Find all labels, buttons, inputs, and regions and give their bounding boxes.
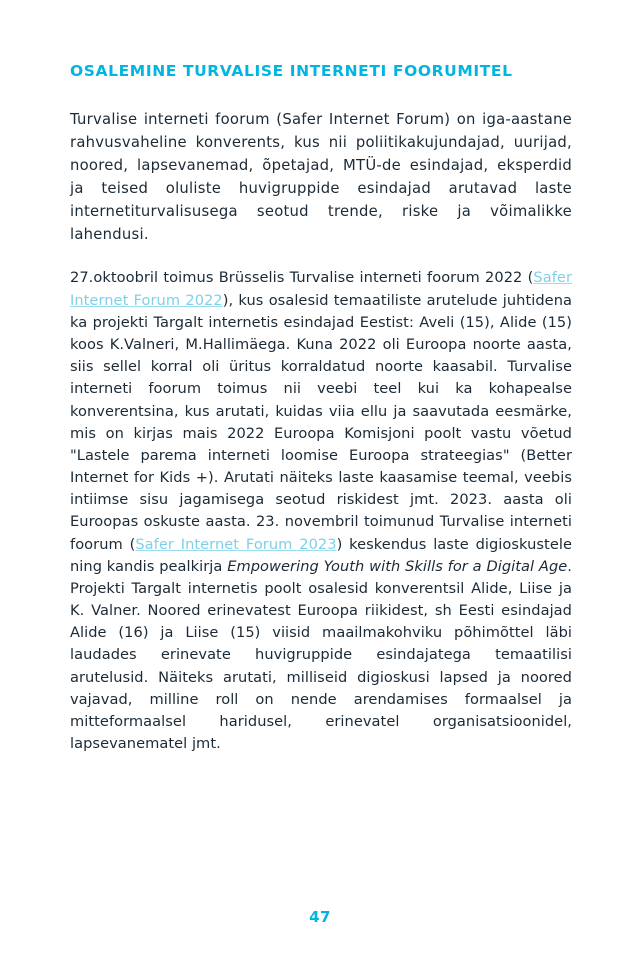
text-segment: ), kus osalesid temaatiliste arutelude juhtidena ka projekti Targalt internetis esindajad Eestist: Aveli (15), Alide (15) koos K.Valneri, M.Hallimäega. Kuna 2022 oli Euroopa noorte aasta, siis sellel korral oli üritus korraldatud noorte kaasabil. Turvalise interneti foorum toimus nii veebi teel kui ka kohapealse konverentsina, kus arutati, kuidas viia ellu ja saavutada eesmärke, mis on kirjas mais 2022 Euroopa Komisjoni poolt vastu võetud "Lastele parema interneti loomise Euroopa strateegias" (Better Internet for Kids +). Arutati näiteks laste kaasamise teemal, veebis intiimse sisu jagamisega seotud riskidest jmt. 2023. aasta oli Euroopas oskuste aasta. 23. novembril toimunud Turvalise interneti foorum ( [70,291,572,553]
page-number: 47 [309,908,331,926]
body-text-column [70,108,572,755]
link-safer-internet-forum-2022[interactable]: Safer Internet Forum 2022 [70,269,572,309]
paragraph-main [70,267,572,755]
title-italic: Empowering Youth with Skills for a Digital Age [227,557,568,575]
text-segment: . Projekti Targalt internetis poolt osalesid konverentsil Alide, Liise ja K. Valner. Noored erinevatest Euroopa riikidest, sh Eesti esindajad Alide (16) ja Liise (15) viisid maailmakohviku põhimõttel läbi laudades erinevate huvigruppide esindajatega temaatilisi arutelusid. Näiteks arutati, milliseid digioskusi lapsed ja noored vajavad, milline roll on nende arendamises formaalsel ja mitteformaalsel haridusel, erinevatel organisatsioonidel, lapsevanematel jmt. [70,557,572,753]
text-segment: 27.oktoobril toimus Brüsselis Turvalise interneti foorum 2022 ( [70,269,534,287]
paragraph-intro: Turvalise interneti foorum (Safer Internet Forum) on iga-aastane rahvusvaheline konverents, kus nii poliitikakujundajad, uurijad, noored, lapsevanemad, õpetajad, MTÜ-de esindajad, eksperdid ja teised oluliste huvigruppide esindajad arutavad laste internetiturvalisusega seotud trende, riske ja võimalikke lahendusi. [70,111,572,244]
page-heading: OSALEMINE TURVALISE INTERNETI FOORUMITEL [70,62,513,80]
text-segment: ) keskendus laste digioskustele ning kandis pealkirja [70,535,572,575]
link-safer-internet-forum-2023[interactable]: Safer Internet Forum 2023 [135,535,337,553]
